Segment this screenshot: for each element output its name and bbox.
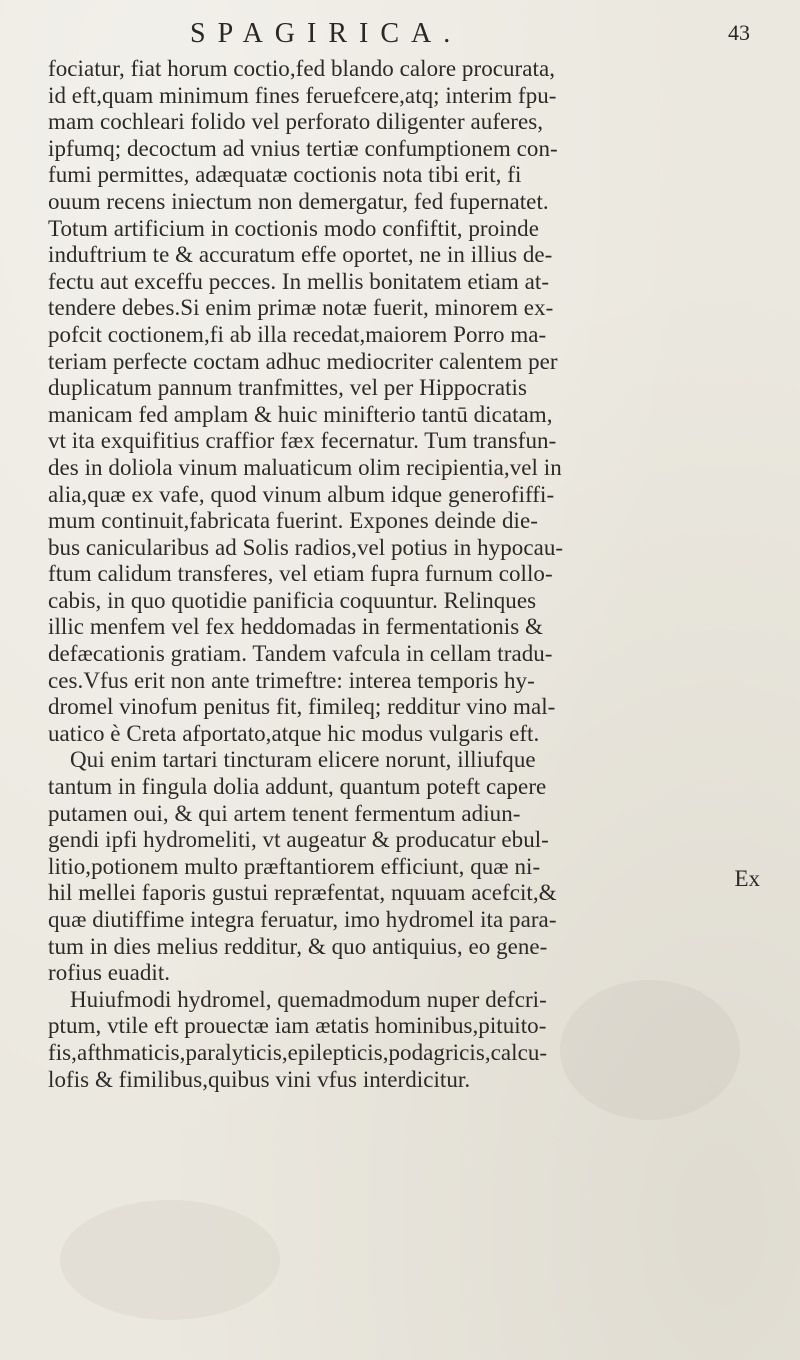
- text-line: lofis & fimilibus,quibus vini vfus interdicitur.: [48, 1066, 471, 1092]
- text-line: tum in dies melius redditur, & quo antiquius, eo gene-: [48, 933, 548, 959]
- text-line: Totum artificium in coctionis modo confiftit, proinde: [48, 215, 539, 241]
- running-title: SPAGIRICA.: [190, 18, 463, 49]
- text-line: defæcationis gratiam. Tandem vafcula in cellam tradu-: [48, 641, 553, 667]
- text-line: fectu aut exceffu pecces. In mellis bonitatem etiam at-: [48, 268, 550, 294]
- text-line: ouum recens iniectum non demergatur, fed fupernatet.: [48, 188, 549, 214]
- text-line: illic menfem vel fex heddomadas in fermentationis &: [48, 614, 543, 640]
- text-line: mum continuit,fabricata fuerint. Expones deinde die-: [48, 508, 538, 534]
- text-line: litio,potionem multo præftantiorem efficiunt, quæ ni-: [48, 853, 541, 879]
- catchword: Ex: [734, 866, 760, 891]
- text-line: fis,afthmaticis,paralyticis,epilepticis,podagricis,calcu-: [48, 1039, 548, 1065]
- text-line: des in doliola vinum maluaticum olim recipientia,vel in: [48, 454, 562, 480]
- text-line: induftrium te & accuratum effe oportet, ne in illius de-: [48, 242, 553, 268]
- text-line: putamen oui, & qui artem tenent fermentum adiun-: [48, 800, 521, 826]
- text-line: hil mellei faporis gustui repræfentat, nquuam acefcit,&: [48, 880, 557, 906]
- text-line: Huiufmodi hydromel, quemadmodum nuper defcri-: [70, 986, 547, 1012]
- text-line: dromel vinofum penitus fit, fimileq; redditur vino mal-: [48, 694, 556, 720]
- text-line: ftum calidum transferes, vel etiam fupra furnum collo-: [48, 561, 553, 587]
- text-line: ptum, vtile eft prouectæ iam ætatis hominibus,pituito-: [48, 1013, 547, 1039]
- text-line: tantum in fingula dolia addunt, quantum poteft capere: [48, 774, 547, 800]
- text-line: cabis, in quo quotidie panificia coquuntur. Relinques: [48, 587, 537, 613]
- text-line: Qui enim tartari tincturam elicere norunt, illiufque: [70, 747, 536, 773]
- text-line: tendere debes.Si enim primæ notæ fuerit, minorem ex-: [48, 295, 554, 321]
- text-line: vt ita exquifitius craffior fæx fecernatur. Tum transfun-: [48, 428, 557, 454]
- text-line: manicam fed amplam & huic minifterio tantū dicatam,: [48, 401, 553, 427]
- text-line: teriam perfecte coctam adhuc mediocriter calentem per: [48, 348, 558, 374]
- text-line: fociatur, fiat horum coctio,fed blando calore procurata,: [48, 56, 556, 81]
- text-line: alia,quæ ex vafe, quod vinum album idque generofiffi-: [48, 481, 555, 507]
- text-line: gendi ipfi hydromeliti, vt augeatur & producatur ebul-: [48, 827, 549, 853]
- text-line: fumi permittes, adæquatæ coctionis nota tibi erit, fi: [48, 162, 522, 188]
- text-line: rofius euadit.: [48, 960, 171, 986]
- text-line: ces.Vfus erit non ante trimeftre: interea temporis hy-: [48, 667, 535, 693]
- page-header: [190, 18, 750, 54]
- paper-stain: [60, 1200, 280, 1320]
- text-line: pofcit coctionem,fi ab illa recedat,maiorem Porro ma-: [48, 321, 547, 347]
- text-line: uatico è Creta afportato,atque hic modus vulgaris eft.: [48, 720, 540, 746]
- text-line: bus canicularibus ad Solis radios,vel potius in hypocau-: [48, 534, 564, 560]
- text-line: id eft,quam minimum fines feruefcere,atq; interim fpu-: [48, 82, 557, 108]
- page-number: 43: [728, 20, 750, 45]
- text-line: duplicatum pannum tranfmittes, vel per Hippocratis: [48, 375, 527, 401]
- text-line: ipfumq; decoctum ad vnius tertiæ confumptionem con-: [48, 135, 558, 161]
- text-line: quæ diutiffime integra feruatur, imo hydromel ita para-: [48, 907, 557, 932]
- text-line: mam cochleari folido vel perforato diligenter auferes,: [48, 109, 544, 135]
- body-text: [48, 56, 768, 1093]
